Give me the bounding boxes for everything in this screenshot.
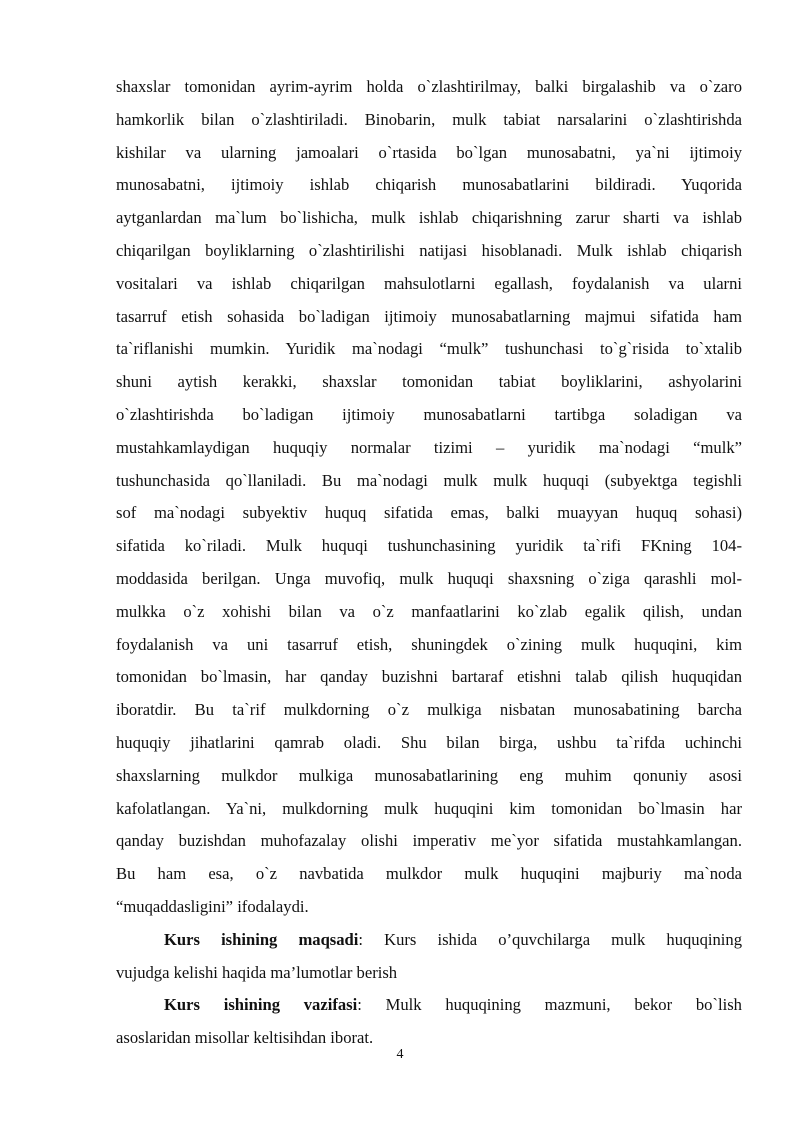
paragraph-line: hamkorlik bilan o`zlashtiriladi. Binobarin, mulk tabiat narsalarini o`zlashtirishda bbox=[116, 109, 742, 129]
paragraph-line: mustahkamlaydigan huquqiy normalar tizimi – yuridik ma`nodagi “mulk” bbox=[116, 437, 742, 457]
paragraph-line: munosabatni, ijtimoiy ishlab chiqarish munosabatlarini bildiradi. Yuqorida bbox=[116, 175, 742, 195]
paragraph-line: qanday buzishdan muhofazalay olishi imperativ me`yor sifatida mustahkamlangan. bbox=[116, 831, 742, 851]
paragraph-line: o`zlashtirishda bo`ladigan ijtimoiy munosabatlarni tartibga soladigan va bbox=[116, 404, 742, 424]
main-paragraph bbox=[116, 71, 742, 924]
task-line-2: asoslaridan misollar keltisihdan iborat. bbox=[116, 1028, 374, 1048]
paragraph-line: tushunchasida qo`llaniladi. Bu ma`nodagi mulk mulk huquqi (subyektga tegishli bbox=[116, 470, 742, 490]
paragraph-line: “muqaddasligini” ifodalaydi. bbox=[116, 896, 309, 916]
paragraph-line: Bu ham esa, o`z navbatida mulkdor mulk huquqini majburiy ma`noda bbox=[116, 864, 742, 884]
task-label: Kurs ishining vazifasi bbox=[164, 995, 358, 1015]
task-line-1 bbox=[116, 989, 742, 1022]
paragraph-line: chiqarilgan boyliklarning o`zlashtirilishi natijasi hisoblanadi. Mulk ishlab chiqarish bbox=[116, 240, 742, 260]
paragraph-line: huquqiy jihatlarini qamrab oladi. Shu bilan birga, ushbu ta`rifda uchinchi bbox=[116, 732, 742, 752]
paragraph-line: iboratdir. Bu ta`rif mulkdorning o`z mulkiga nisbatan munosabatining barcha bbox=[116, 700, 742, 720]
paragraph-line: shaxslar tomonidan ayrim-ayrim holda o`zlashtirilmay, balki birgalashib va o`zaro bbox=[116, 77, 742, 96]
paragraph-line: sof ma`nodagi subyektiv huquq sifatida emas, balki muayyan huquq sohasi) bbox=[116, 503, 742, 523]
paragraph-line: ta`riflanishi mumkin. Yuridik ma`nodagi “mulk” tushunchasi to`g`risida to`xtalib bbox=[116, 339, 742, 359]
paragraph-line: tasarruf etish sohasida bo`ladigan ijtimoiy munosabatlarning majmui sifatida ham bbox=[116, 306, 742, 326]
paragraph-line: kafolatlangan. Ya`ni, mulkdorning mulk huquqini kim tomonidan bo`lmasin har bbox=[116, 798, 742, 818]
paragraph-line: foydalanish va uni tasarruf etish, shuningdek o`zining mulk huquqini, kim bbox=[116, 634, 742, 654]
body-text bbox=[116, 71, 742, 1055]
paragraph-line: mulkka o`z xohishi bilan va o`z manfaatlarini ko`zlab egalik qilish, undan bbox=[116, 601, 742, 621]
paragraph-line: shaxslarning mulkdor mulkiga munosabatlarining eng muhim qonuniy asosi bbox=[116, 765, 742, 785]
paragraph-line: tomonidan bo`lmasin, har qanday buzishni bartaraf etishni talab qilish huquqidan bbox=[116, 667, 742, 687]
page-number: 4 bbox=[396, 1047, 404, 1062]
paragraph-line: aytganlardan ma`lum bo`lishicha, mulk ishlab chiqarishning zarur sharti va ishlab bbox=[116, 208, 742, 228]
paragraph-line: vositalari va ishlab chiqarilgan mahsulotlarni egallash, foydalanish va ularni bbox=[116, 273, 742, 293]
paragraph-line: sifatida ko`riladi. Mulk huquqi tushunchasining yuridik ta`rifi FKning 104- bbox=[116, 536, 742, 556]
paragraph-line: moddasida berilgan. Unga muvofiq, mulk huquqi shaxsning o`ziga qarashli mol- bbox=[116, 568, 742, 588]
goal-line-2: vujudga kelishi haqida ma’lumotlar berish bbox=[116, 962, 398, 982]
goal-text: : Kurs ishida o’quvchilarga mulk huquqining bbox=[358, 929, 742, 949]
paragraph-line: shuni aytish kerakki, shaxslar tomonidan tabiat boyliklarini, ashyolarini bbox=[116, 372, 742, 392]
goal-label: Kurs ishining maqsadi bbox=[164, 929, 359, 949]
goal-line-1 bbox=[116, 924, 742, 957]
task-text: : Mulk huquqining mazmuni, bekor bo`lish bbox=[357, 995, 742, 1015]
paragraph-line: kishilar va ularning jamoalari o`rtasida bo`lgan munosabatni, ya`ni ijtimoiy bbox=[116, 142, 742, 162]
